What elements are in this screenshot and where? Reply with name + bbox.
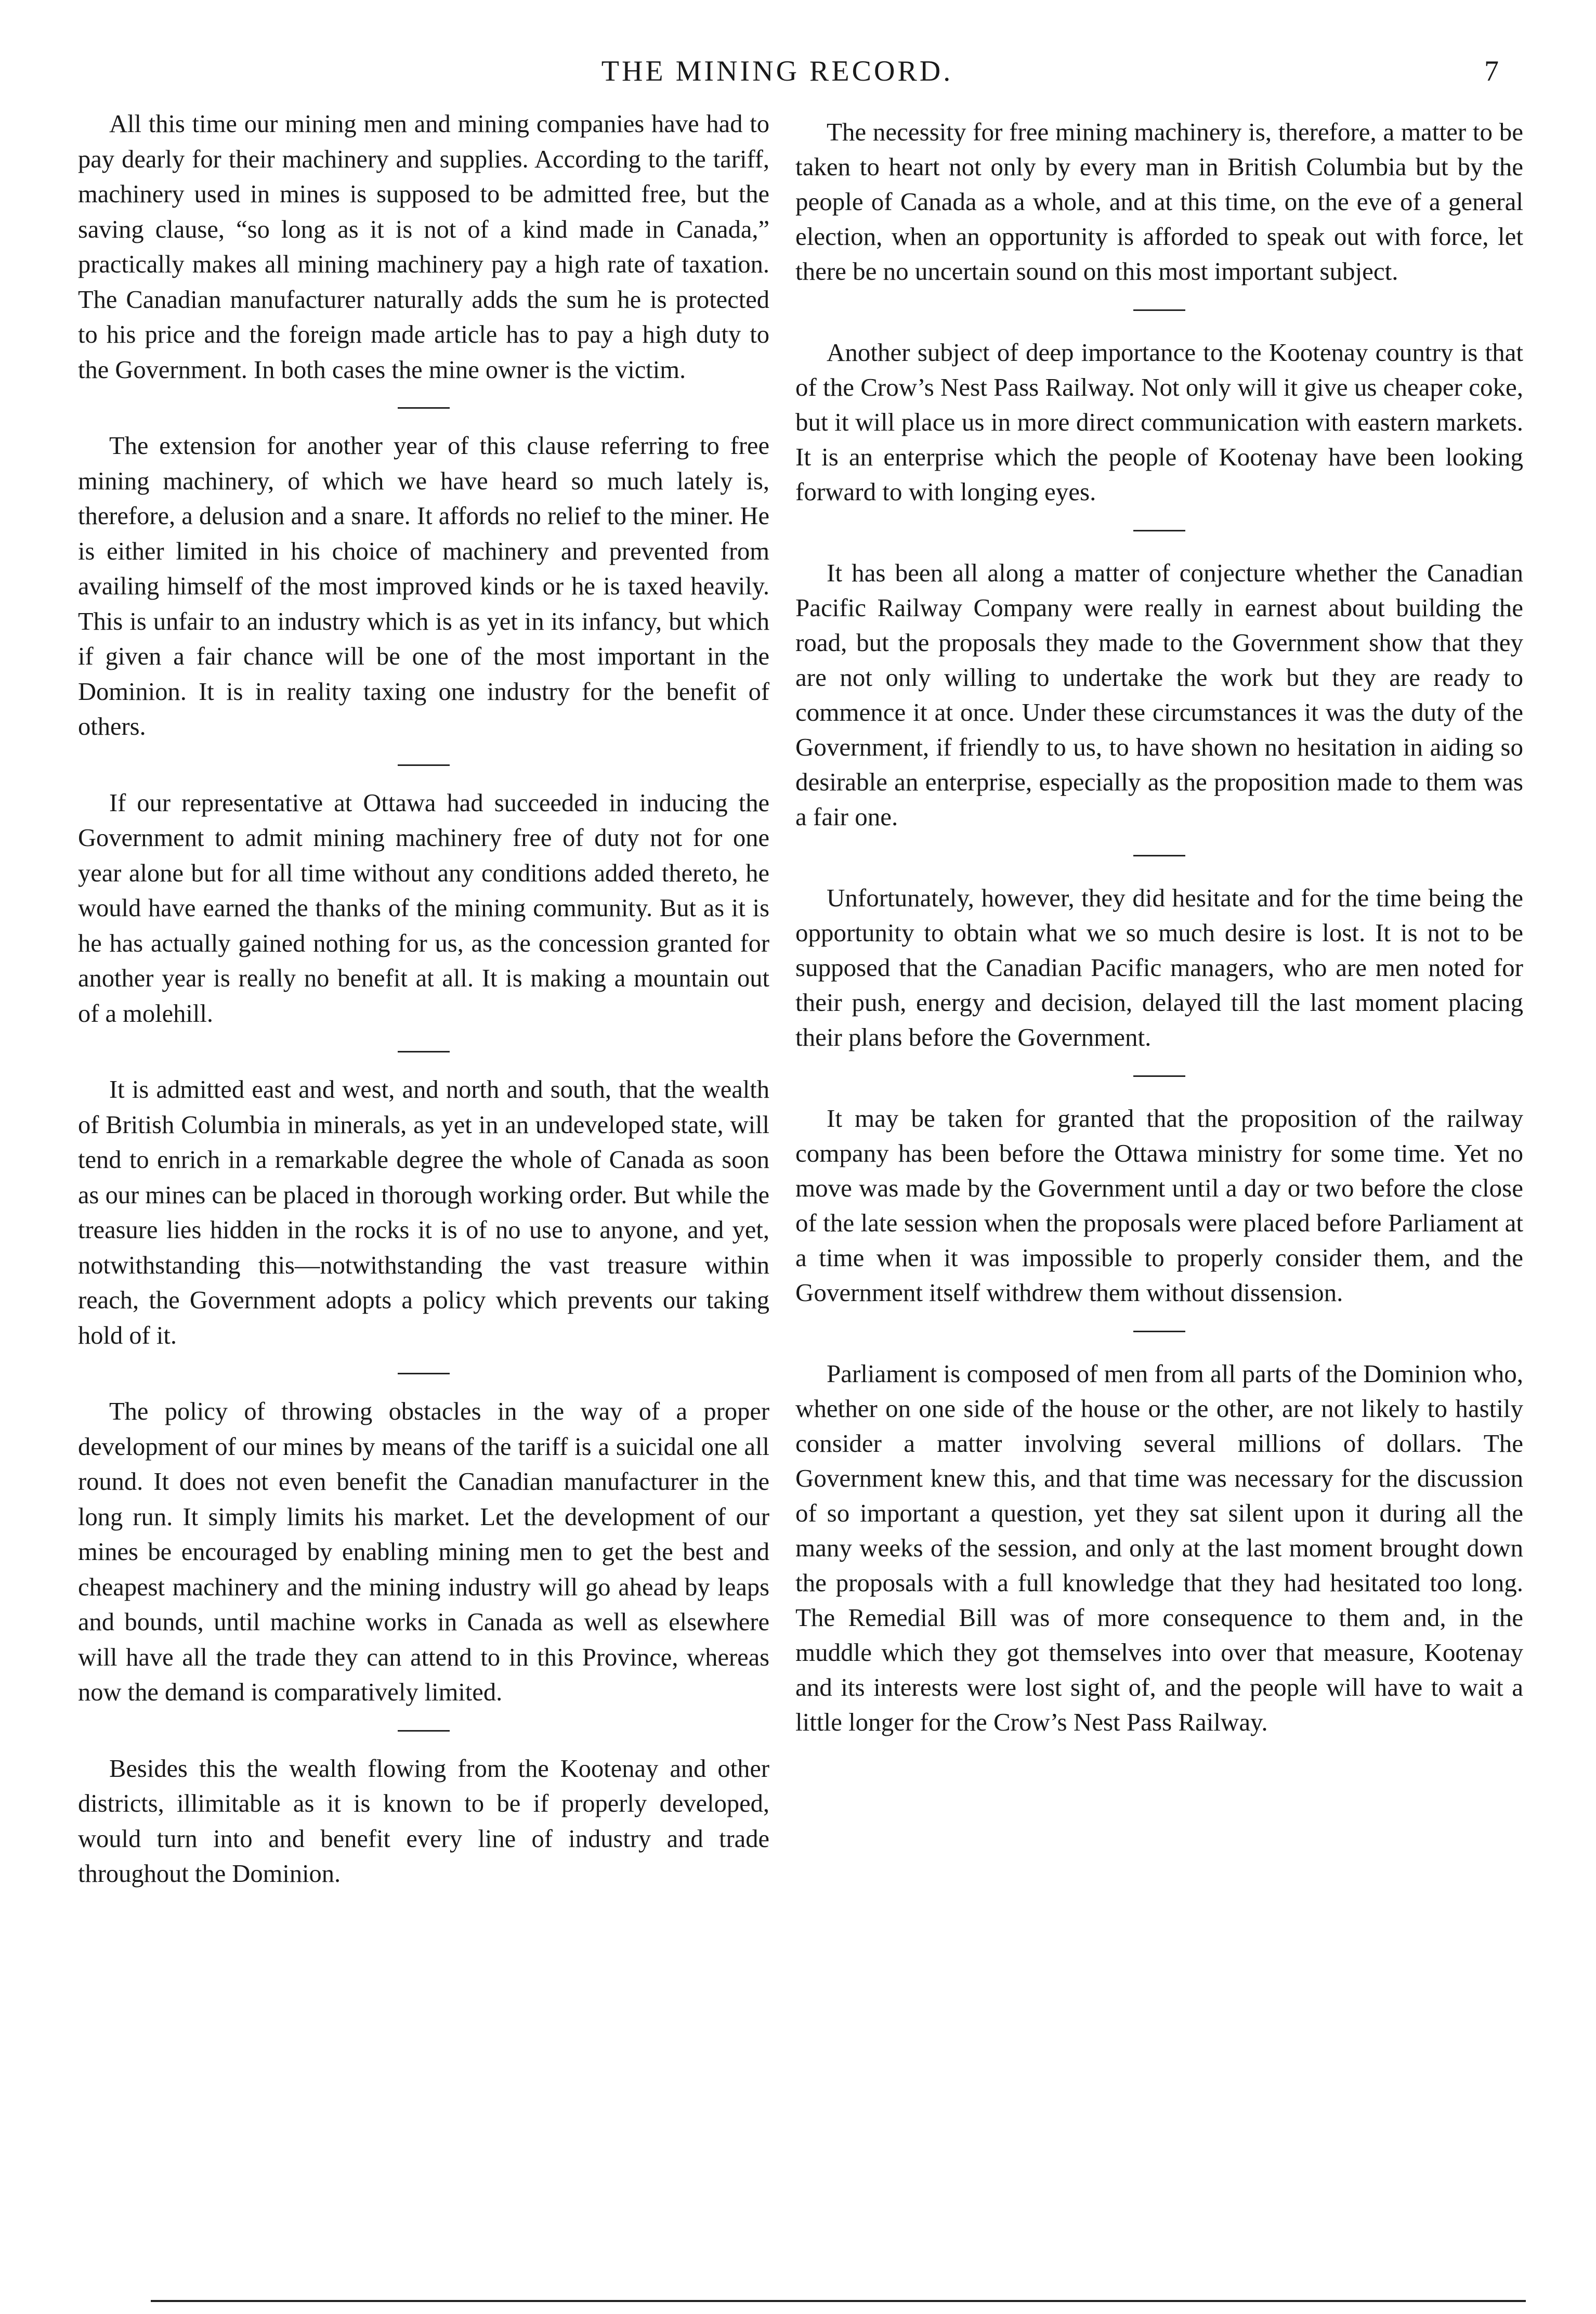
paragraph-cpr-proposals: It has been all along a matter of conjecture whether the Canadian Pacific Railway Company were really in earnest about building the road, but the proposals they made to the Government show that they are not only willing to undertake the work but they are ready to commence it at once. Under these circumstances it was the duty of the Government, if friendly to us, to have shown no hesitation in aiding so desirable an enterprise, especially as the proposition made to them was a fair one. [795,558,1523,831]
paragraph-ottawa-ministry: It may be taken for granted that the proposition of the railway company has been before the Ottawa ministry for some time. Yet no move was made by the Government until a day or two before the close of the late session when the proposals were placed before Parliament at a time when it was impossible to properly consider them, and the Government itself withdrew them without dissension. [795,1104,1523,1307]
paragraph-free-machinery: The necessity for free mining machinery is, therefore, a matter to be taken to heart not only by every man in British Columbia but by the people of Canada as a whole, and at this time, on the eve of a general election, when an opportunity is afforded to speak out with force, let there be no uncertain sound on this most important subject. [795,118,1523,285]
section-divider [1133,1331,1185,1332]
paragraph-ottawa-representative: If our representative at Ottawa had succeeded in inducing the Government to admit mining machinery free of duty not for one year alone but for all time without any conditions added thereto, he would have earned the thanks of the mining community. But as it is he has actually gained nothing for us, as the concession granted for another year is really no benefit at all. It is making a mountain out of a molehill. [78,789,769,1028]
page-number: 7 [1484,55,1499,87]
paragraph-parliament: Parliament is composed of men from all parts of the Dominion who, whether on one side of the house or the other, are not likely to hastily consider a matter involving several millions of dollars. The Government knew this, and that time was necessary for the discussion of so important a question, yet they sat silent upon it during all the many weeks of the session, and only at the last moment brought down the proposals with a full knowledge that they had hesitated too long. The Remedial Bill was of more consequence to them and, in the muddle which they got themselves into over that measure, Kootenay and its interests were lost sight of, and the people will have to wait a little longer for the Crow’s Nest Pass Railway. [795,1359,1523,1736]
page-header [0,55,1596,101]
section-divider [398,407,450,409]
section-divider [398,1051,450,1052]
section-divider [1133,855,1185,856]
section-divider [1133,309,1185,311]
left-column [78,107,769,1892]
section-divider [398,1373,450,1374]
paragraph-crows-nest-railway: Another subject of deep importance to the Kootenay country is that of the Crow’s Nest Pass Railway. Not only will it give us cheaper coke, but it will place us in more direct communication with eastern markets. It is an enterprise which the people of Kootenay have been looking forward to with longing eyes. [795,338,1523,506]
section-divider [1133,1075,1185,1077]
section-divider [398,764,450,766]
paragraph-hesitation: Unfortunately, however, they did hesitate and for the time being the opportunity to obtain what we so much desire is lost. It is not to be supposed that the Canadian Pacific managers, who are men noted for their push, energy and decision, delayed till the last moment placing their plans before the Government. [795,883,1523,1051]
footer-rule [151,2300,1526,2302]
running-title: THE MINING RECORD. [601,55,953,87]
section-divider [398,1730,450,1732]
paragraph-tariff-policy: The policy of throwing obstacles in the way of a proper development of our mines by means of the tariff is a suicidal one all round. It does not even benefit the Canadian manufacturer in the long run. It simply limits his market. Let the development of our mines be encouraged by enabling mining men to get the best and cheapest machinery and the mining industry will go ahead by leaps and bounds, until machine works in Canada as well as elsewhere will have all the trade they can attend to in this Province, whereas now the demand is comparatively limited. [78,1398,769,1706]
paragraph-clause-extension: The extension for another year of this clause referring to free mining machinery, of which we have heard so much lately is, therefore, a delusion and a snare. It affords no relief to the miner. He is either limited in his choice of machinery and prevented from availing himself of the most improved kinds or he is taxed heavily. This is unfair to an industry which is as yet in its infancy, but which if given a fair chance will be one of the most important in the Dominion. It is in reality taxing one industry for the benefit of others. [78,432,769,740]
paragraph-mining-costs: All this time our mining men and mining companies have had to pay dearly for their machinery and supplies. According to the tariff, machinery used in mines is supposed to be admitted free, but the saving clause, “so long as it is not of a kind made in Canada,” practically makes all mining machinery pay a high rate of taxation. The Canadian manufacturer naturally adds the sum he is protected to his price and the foreign made article has to pay a high duty to the Government. In both cases the mine owner is the victim. [78,110,769,384]
paragraph-mineral-wealth: It is admitted east and west, and north and south, that the wealth of British Columbia in minerals, as yet in an undeveloped state, will tend to enrich in a remarkable degree the whole of Canada as soon as our mines can be placed in thorough working order. But while the treasure lies hidden in the rocks it is of no use to anyone, and yet, notwithstanding this—notwithstanding the vast treasure within reach, the Government adopts a policy which prevents our taking hold of it. [78,1076,769,1349]
section-divider [1133,530,1185,531]
right-column [795,114,1523,1739]
paragraph-kootenay-wealth: Besides this the wealth flowing from the Kootenay and other districts, illimitable as it is known to be if properly developed, would turn into and benefit every line of industry and trade throughout the Dominion. [78,1754,769,1888]
